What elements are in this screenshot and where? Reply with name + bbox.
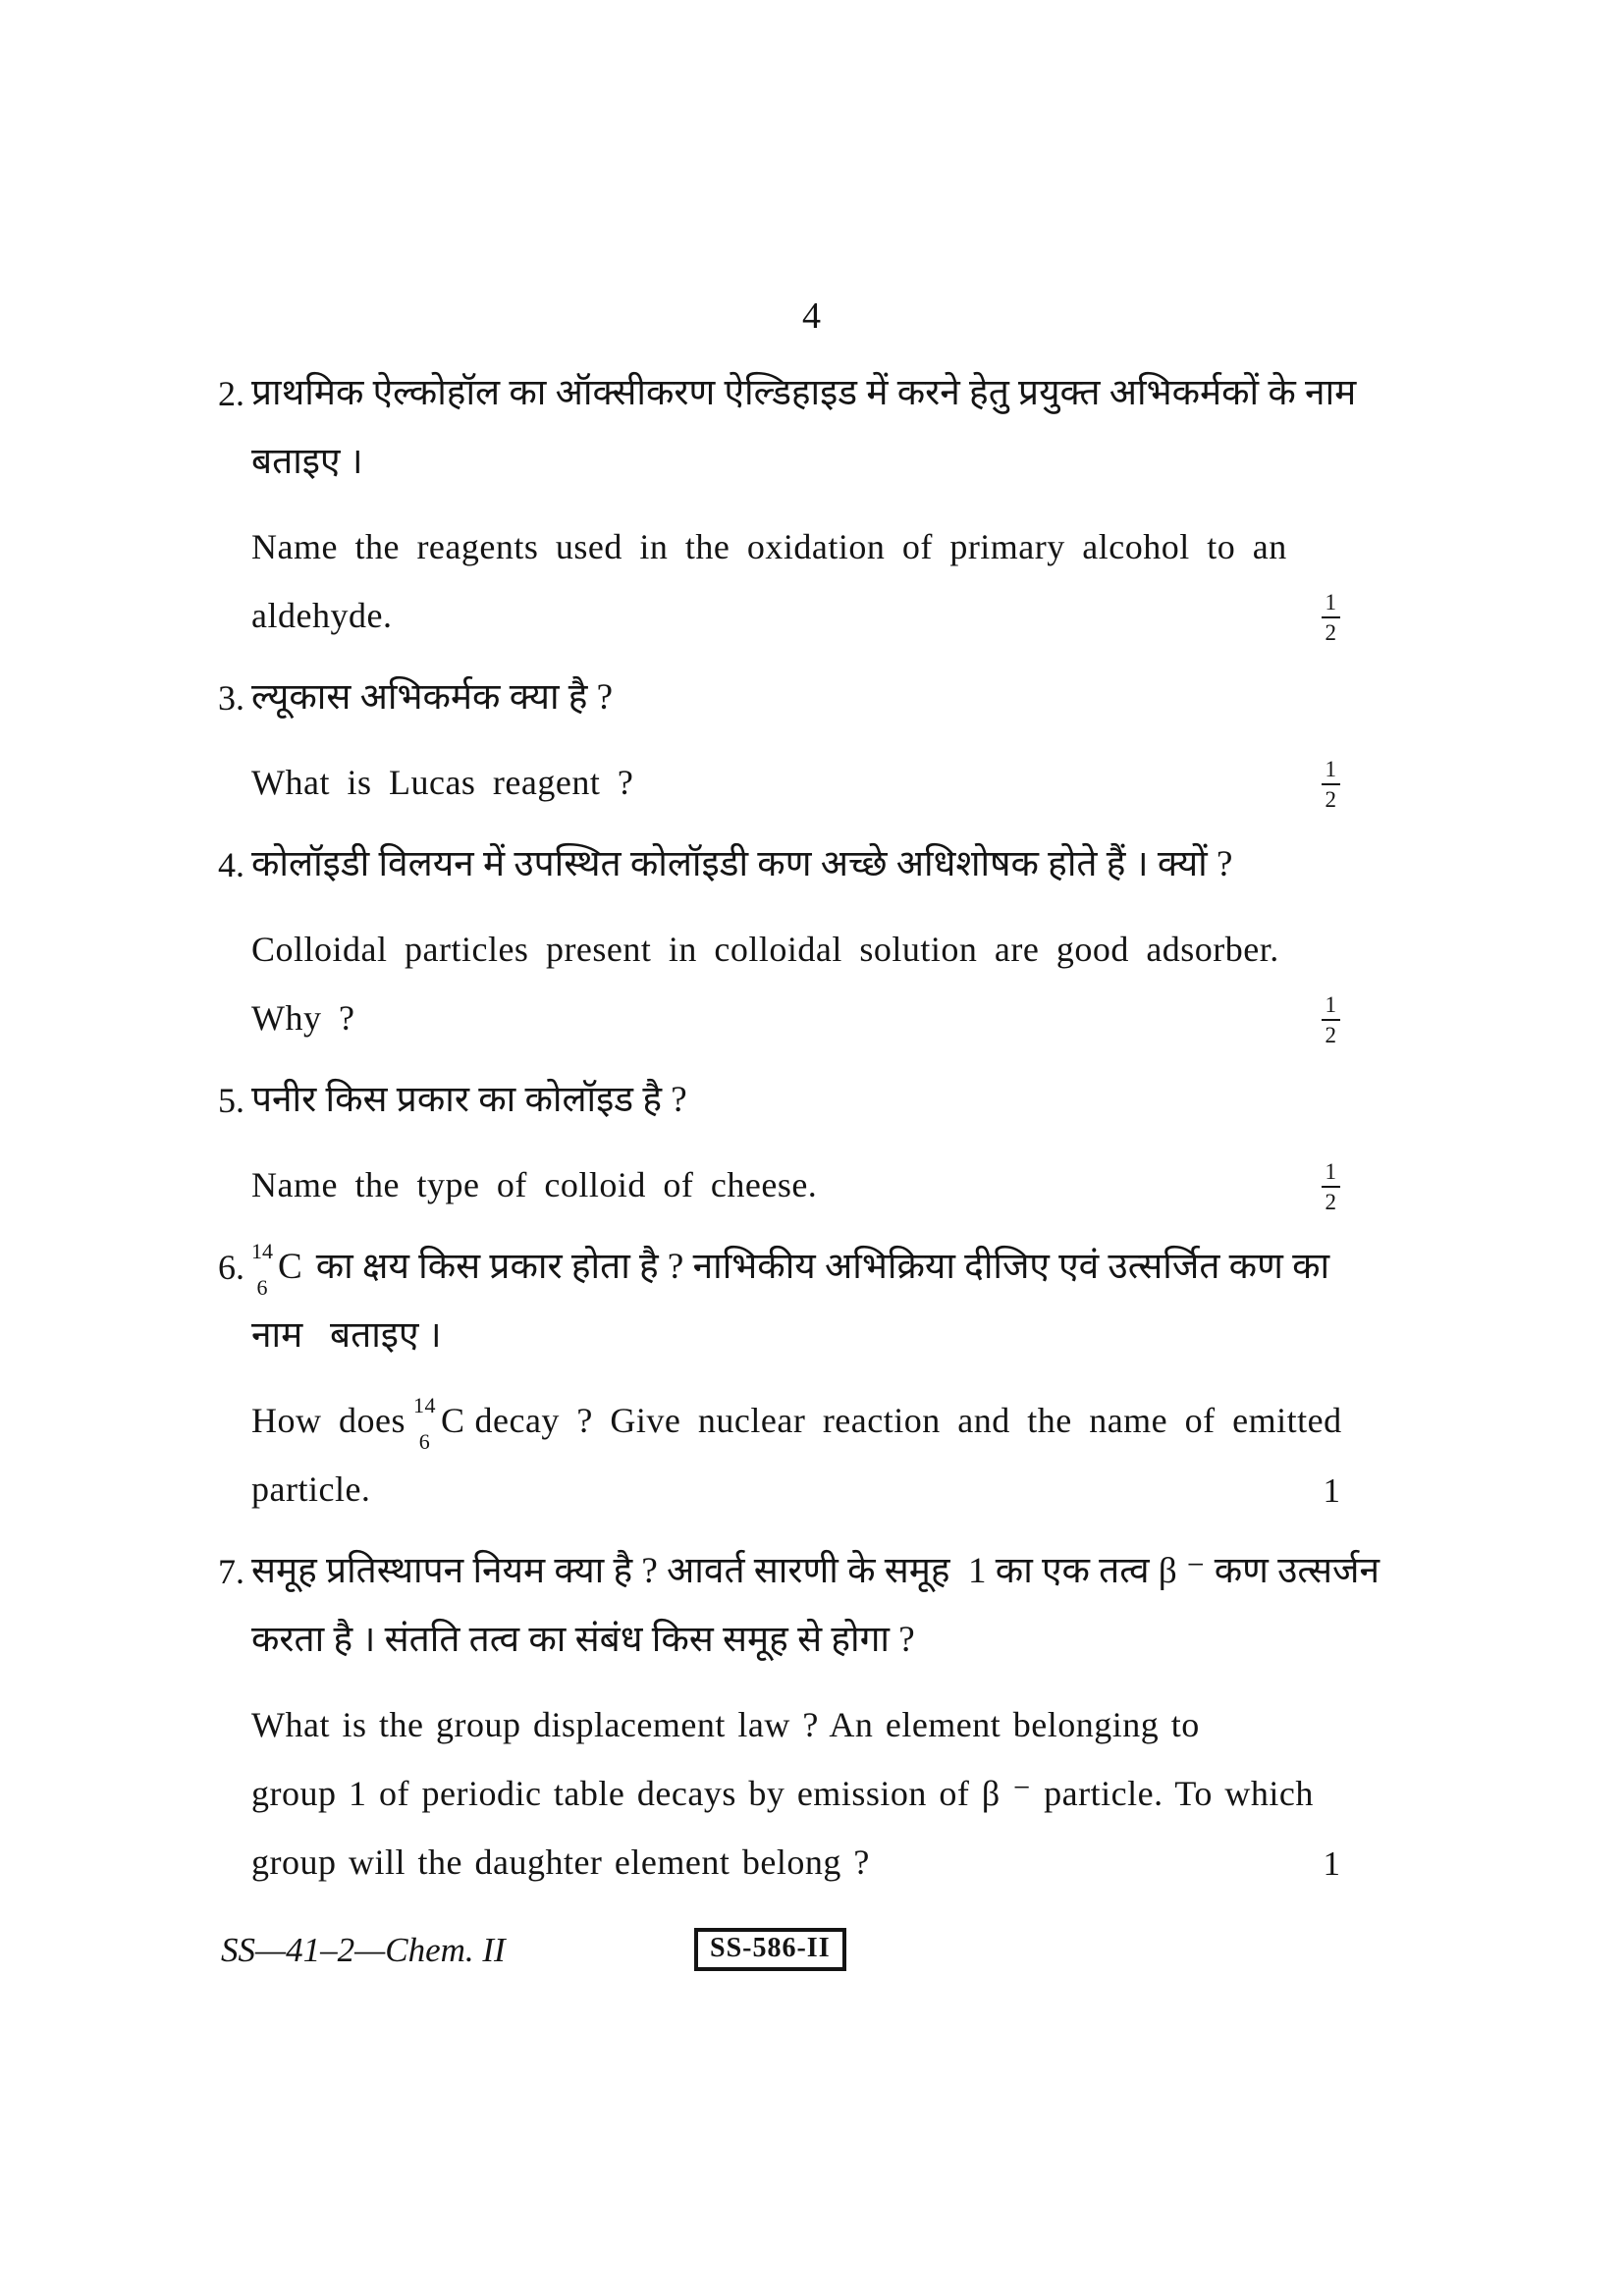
question-body bbox=[251, 1233, 1340, 1523]
hindi-text-block bbox=[251, 1066, 1340, 1135]
marks-denominator: 2 bbox=[1325, 1190, 1336, 1214]
marks-numerator: 1 bbox=[1322, 1160, 1341, 1188]
english-text-line: particle. bbox=[251, 1469, 371, 1509]
english-text-block bbox=[251, 1690, 1340, 1896]
english-text-line: group will the daughter element belong ? bbox=[251, 1842, 870, 1882]
question-number: 3. bbox=[218, 678, 244, 718]
question-2 bbox=[218, 359, 1357, 650]
hindi-text-block bbox=[251, 664, 1340, 732]
marks-numerator: 1 bbox=[1322, 758, 1341, 785]
question-body bbox=[251, 1537, 1380, 1896]
marks-value: 1 bbox=[1323, 1471, 1340, 1510]
english-text-line: group 1 of periodic table decays by emission of β ⁻ particle. To which bbox=[251, 1774, 1314, 1813]
question-number: 6. bbox=[218, 1248, 244, 1287]
english-text-line: Name the type of colloid of cheese. bbox=[251, 1165, 818, 1204]
hindi-text-line: समूह प्रतिस्थापन नियम क्या है ? आवर्त सारणी के समूह 1 का एक तत्व β ⁻ कण उत्सर्जन bbox=[251, 1551, 1380, 1591]
question-6 bbox=[218, 1233, 1340, 1523]
hindi-text-segment: का क्षय किस प्रकार होता है ? नाभिकीय अभिक्रिया दीजिए एवं उत्सर्जित कण का bbox=[315, 1247, 1330, 1287]
question-body bbox=[251, 359, 1357, 650]
marks-value: 1 bbox=[1323, 1844, 1340, 1883]
isotope-mass-number: 14 bbox=[412, 1393, 436, 1418]
questions-area bbox=[218, 359, 1380, 1910]
question-body bbox=[251, 664, 1340, 817]
footer-series-code: SS-586-II bbox=[694, 1928, 846, 1971]
english-text-line bbox=[251, 1386, 1340, 1455]
hindi-text-line: कोलॉइडी विलयन में उपस्थित कोलॉइडी कण अच्छे अधिशोषक होते हैं । क्यों ? bbox=[251, 844, 1233, 884]
english-text-line: aldehyde. bbox=[251, 596, 393, 635]
marks-fraction bbox=[1322, 993, 1341, 1046]
hindi-text-line: बताइए । bbox=[251, 442, 363, 482]
hindi-text-line: पनीर किस प्रकार का कोलॉइड है ? bbox=[251, 1080, 687, 1120]
marks-denominator: 2 bbox=[1325, 620, 1336, 645]
question-body bbox=[251, 1066, 1340, 1219]
question-number: 2. bbox=[218, 374, 244, 413]
hindi-text-line: प्राथमिक ऐल्कोहॉल का ऑक्सीकरण ऐल्डिहाइड में करने हेतु प्रयुक्त अभिकर्मकों के नाम bbox=[251, 373, 1357, 413]
hindi-text-line: नाम बताइए । bbox=[251, 1315, 442, 1356]
question-number: 7. bbox=[218, 1552, 244, 1591]
marks-numerator: 1 bbox=[1322, 993, 1341, 1021]
marks-denominator: 2 bbox=[1325, 1023, 1336, 1047]
isotope-notation bbox=[251, 1241, 273, 1299]
hindi-text-block bbox=[251, 1537, 1380, 1675]
english-text-line: What is the group displacement law ? An element belonging to bbox=[251, 1705, 1200, 1744]
question-5 bbox=[218, 1066, 1340, 1219]
question-body bbox=[251, 830, 1340, 1052]
english-text-block bbox=[251, 748, 1340, 817]
isotope-mass-number: 14 bbox=[251, 1239, 273, 1264]
hindi-text-line: ल्यूकास अभिकर्मक क्या है ? bbox=[251, 677, 614, 718]
english-text-block bbox=[251, 1150, 1340, 1219]
english-text-block bbox=[251, 915, 1340, 1052]
hindi-text-line: करता है । संतति तत्व का संबंध किस समूह से होगा ? bbox=[251, 1620, 915, 1660]
english-text-segment: decay ? Give nuclear reaction and the name of emitted bbox=[474, 1401, 1342, 1440]
marks-denominator: 2 bbox=[1325, 787, 1336, 812]
question-number: 5. bbox=[218, 1081, 244, 1120]
english-text-line: Name the reagents used in the oxidation of primary alcohol to an bbox=[251, 527, 1287, 566]
isotope-atomic-number: 6 bbox=[418, 1429, 431, 1455]
english-text-line: What is Lucas reagent ? bbox=[251, 763, 634, 802]
marks-fraction bbox=[1322, 758, 1341, 811]
english-text-line: Why ? bbox=[251, 998, 355, 1038]
isotope-notation bbox=[413, 1395, 436, 1453]
marks-fraction bbox=[1322, 1160, 1341, 1213]
question-7 bbox=[218, 1537, 1380, 1896]
hindi-text-block bbox=[251, 1233, 1340, 1370]
hindi-text-block bbox=[251, 359, 1357, 497]
marks-numerator: 1 bbox=[1322, 591, 1341, 618]
english-text-block bbox=[251, 1386, 1340, 1523]
isotope-symbol: C bbox=[440, 1401, 465, 1440]
english-text-block bbox=[251, 512, 1340, 650]
english-text-line: Colloidal particles present in colloidal solution are good adsorber. bbox=[251, 930, 1279, 969]
question-3 bbox=[218, 664, 1340, 817]
english-text-segment: How does bbox=[251, 1401, 406, 1440]
hindi-text-line bbox=[251, 1233, 1340, 1302]
isotope-atomic-number: 6 bbox=[256, 1275, 268, 1301]
question-4 bbox=[218, 830, 1340, 1052]
isotope-symbol: C bbox=[278, 1247, 302, 1287]
hindi-text-block bbox=[251, 830, 1340, 899]
page-number: 4 bbox=[802, 295, 821, 337]
footer-paper-code: SS—41–2—Chem. II bbox=[221, 1931, 506, 1969]
marks-fraction bbox=[1322, 591, 1341, 644]
question-number: 4. bbox=[218, 845, 244, 884]
